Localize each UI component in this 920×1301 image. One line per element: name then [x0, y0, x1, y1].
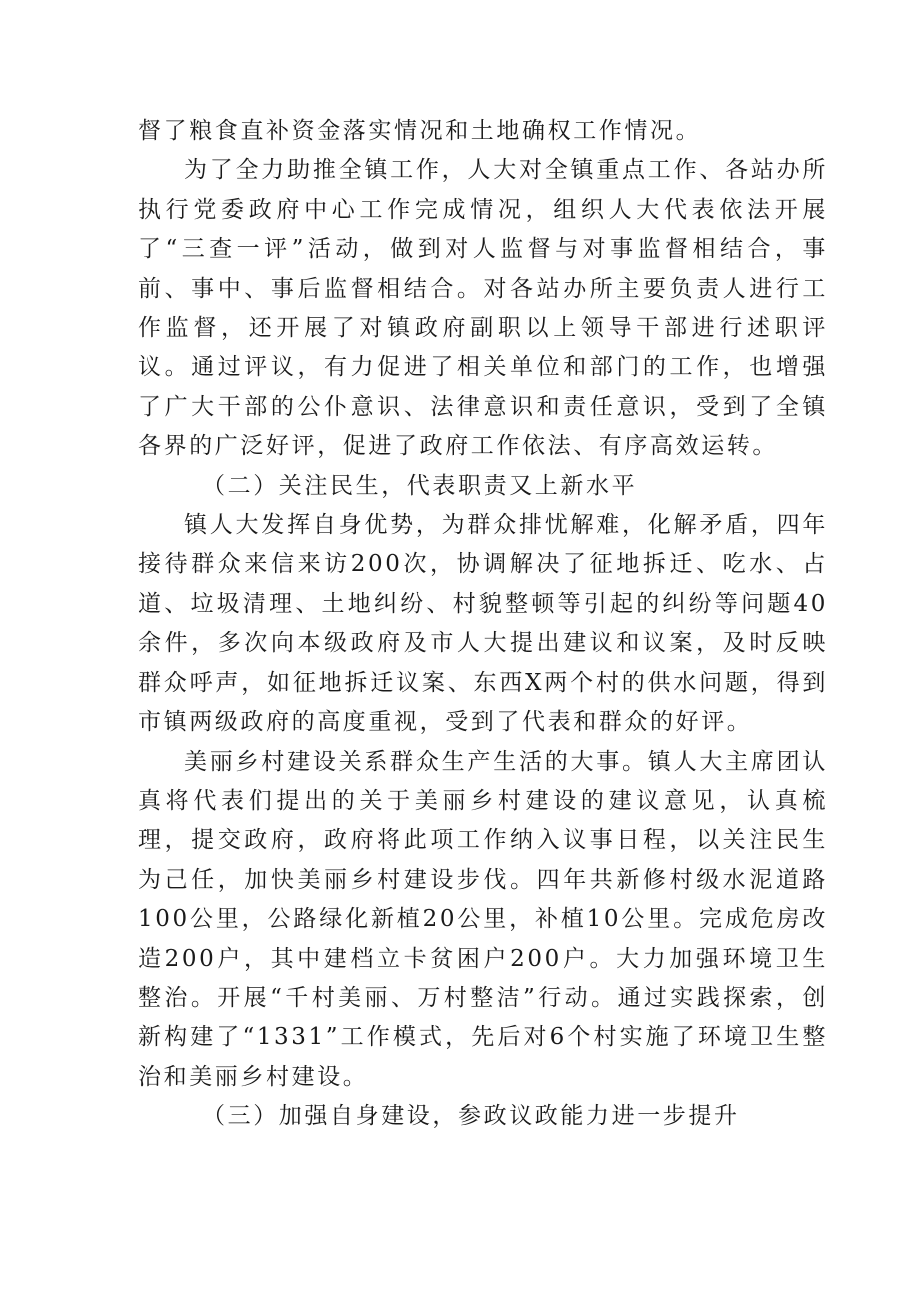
paragraph-petitions: 镇人大发挥自身优势，为群众排忧解难，化解矛盾，四年接待群众来信来访200次，协调解决了征地拆迁、吃水、占道、垃圾清理、土地纠纷、村貌整顿等引起的纠纷等问题40余件，多次向本级政府及市人大提出建议和议案，及时反映群众呼声，如征地拆迁议案、东西X两个村的供水问题，得到市镇两级政府的高度重视，受到了代表和群众的好评。 — [138, 512, 828, 736]
paragraph-three-checks-one-review: 为了全力助推全镇工作，人大对全镇重点工作、各站办所执行党委政府中心工作完成情况，组织人大代表依法开展了“三查一评”活动，做到对人监督与对事监督相结合，事前、事中、事后监督相结合。对各站办所主要负责人进行工作监督，还开展了对镇政府副职以上领导干部进行述职评议。通过评议，有力促进了相关单位和部门的工作，也增强了广大干部的公仆意识、法律意识和责任意识，受到了全镇各界的广泛好评，促进了政府工作依法、有序高效运转。 — [138, 157, 828, 460]
section-heading-2: （二）关注民生，代表职责又上新水平 — [202, 472, 638, 499]
section-heading-3: （三）加强自身建设，参政议政能力进一步提升 — [202, 1103, 740, 1130]
paragraph-continued: 督了粮食直补资金落实情况和土地确权工作情况。 — [138, 118, 702, 144]
paragraph-beautiful-village: 美丽乡村建设关系群众生产生活的大事。镇人大主席团认真将代表们提出的关于美丽乡村建设的建议意见，认真梳理，提交政府，政府将此项工作纳入议事日程，以关注民生为己任，加快美丽乡村建设步伐。四年共新修村级水泥道路100公里，公路绿化新植20公里，补植10公里。完成危房改造200户，其中建档立卡贫困户200户。大力加强环境卫生整治。开展“千村美丽、万村整洁”行动。通过实践探索，创新构建了“1331”工作模式，先后对6个村实施了环境卫生整治和美丽乡村建设。 — [138, 748, 828, 1090]
document-body — [138, 112, 828, 1137]
